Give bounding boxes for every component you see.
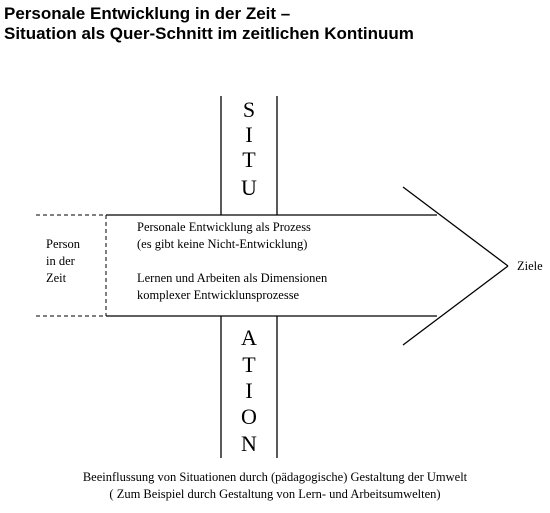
ation-letter-n: N — [241, 431, 257, 456]
process-line-2: (es gibt keine Nicht-Entwicklung) — [137, 237, 308, 251]
title-line-2: Situation als Quer-Schnitt im zeitlichen Kontinuum — [4, 24, 414, 43]
ation-letter-a: A — [241, 325, 257, 350]
person-line-1: Person — [46, 237, 81, 251]
ation-letter-t: T — [242, 352, 256, 377]
arrowhead-lower-stroke — [403, 266, 508, 345]
process-line-1: Personale Entwicklung als Prozess — [137, 220, 311, 234]
person-line-2: in der — [46, 254, 75, 268]
dimensions-line-2: komplexer Entwicklunsprozesse — [137, 288, 300, 302]
title-line-1: Personale Entwicklung in der Zeit – — [4, 4, 291, 23]
time-arrow — [106, 187, 508, 345]
dimensions-line-1: Lernen und Arbeiten als Dimensionen — [137, 271, 328, 285]
situation-letter-u: U — [241, 175, 257, 200]
ation-letter-i: I — [245, 378, 253, 403]
situation-letter-t: T — [242, 147, 256, 172]
caption-line-2: ( Zum Beispiel durch Gestaltung von Lern- und Arbeitsumwelten) — [109, 487, 441, 501]
arrowhead-upper-stroke — [403, 187, 508, 266]
ation-letter-o: O — [241, 404, 257, 429]
target-label: Ziele — [517, 259, 543, 273]
situation-letter-i: I — [245, 122, 253, 147]
situation-letter-s: S — [242, 97, 256, 122]
caption-line-1: Beeinflussung von Situationen durch (pädagogische) Gestaltung der Umwelt — [82, 470, 468, 484]
person-line-3: Zeit — [46, 271, 67, 285]
